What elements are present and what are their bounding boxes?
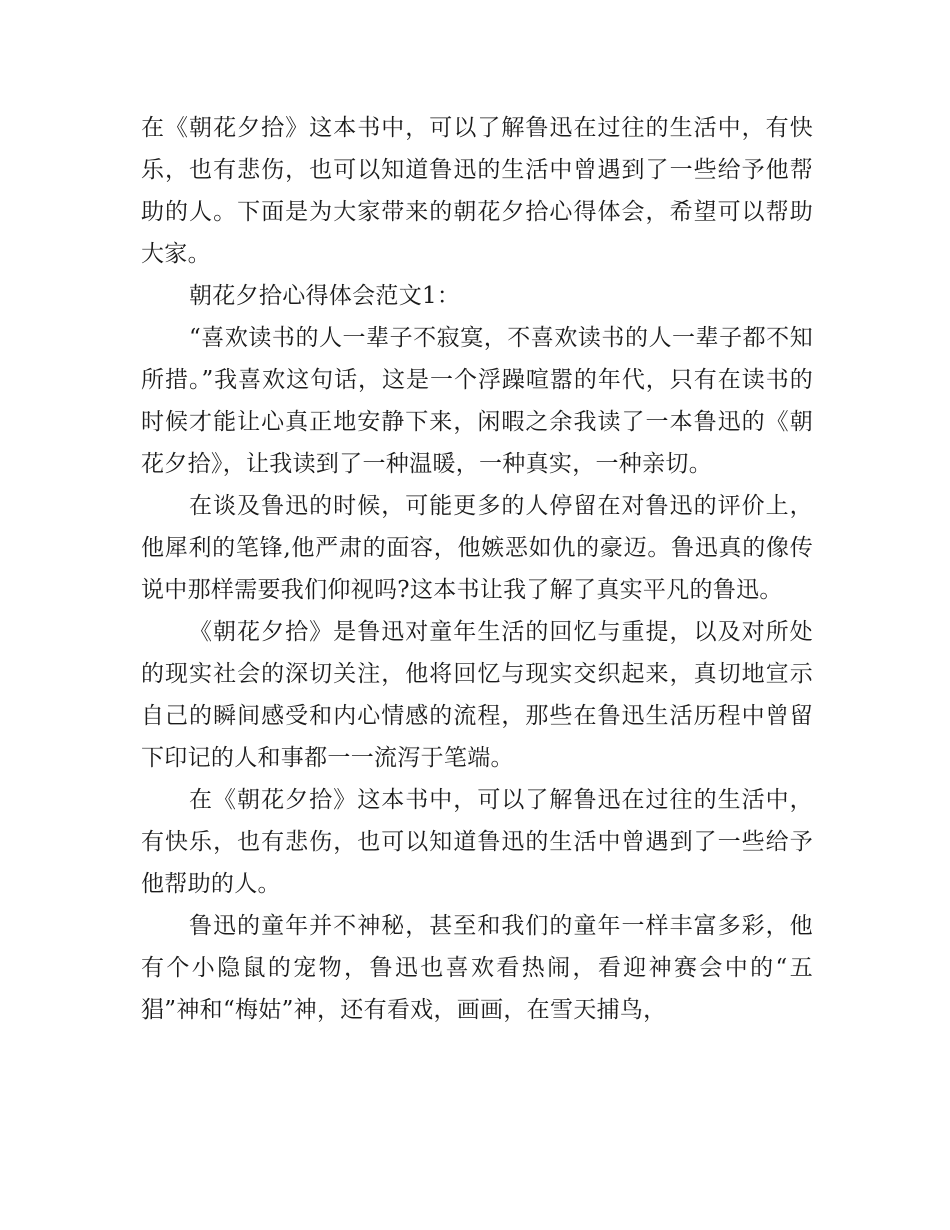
body-paragraph-memories: 《朝花夕拾》是鲁迅对童年生活的回忆与重提，以及对所处的现实社会的深切关注，他将回忆与现实交织起来，真切地宣示自己的瞬间感受和内心情感的流程，那些在鲁迅生活历程中曾留下印记的人和事都一一流泻于笔端。 (141, 619, 813, 771)
section-heading: 朝花夕拾心得体会范文1： (189, 283, 461, 309)
body-paragraph-quote: “喜欢读书的人一辈子不寂寞，不喜欢读书的人一辈子都不知所措。”我喜欢这句话，这是一个浮躁喧嚣的年代，只有在读书的时候才能让心真正地安静下来，闲暇之余我读了一本鲁迅的《朝花夕拾》，让我读到了一种温暖，一种真实，一种亲切。 (141, 325, 813, 477)
body-paragraph-evaluation: 在谈及鲁迅的时候，可能更多的人停留在对鲁迅的评价上，他犀利的笔锋,他严肃的面容，他嫉恶如仇的豪迈。鲁迅真的像传说中那样需要我们仰视吗?这本书让我了解了真实平凡的鲁迅。 (141, 493, 813, 603)
document-body (141, 107, 813, 1031)
body-paragraph-life: 在《朝花夕拾》这本书中，可以了解鲁迅在过往的生活中，有快乐，也有悲伤，也可以知道鲁迅的生活中曾遇到了一些给予他帮助的人。 (141, 787, 813, 897)
body-paragraph-childhood: 鲁迅的童年并不神秘，甚至和我们的童年一样丰富多彩，他有个小隐鼠的宠物，鲁迅也喜欢看热闹，看迎神赛会中的“五猖”神和“梅姑”神，还有看戏，画画，在雪天捕鸟， (141, 913, 813, 1023)
intro-paragraph: 在《朝花夕拾》这本书中，可以了解鲁迅在过往的生活中，有快乐，也有悲伤，也可以知道鲁迅的生活中曾遇到了一些给予他帮助的人。下面是为大家带来的朝花夕拾心得体会，希望可以帮助大家。 (141, 115, 813, 267)
